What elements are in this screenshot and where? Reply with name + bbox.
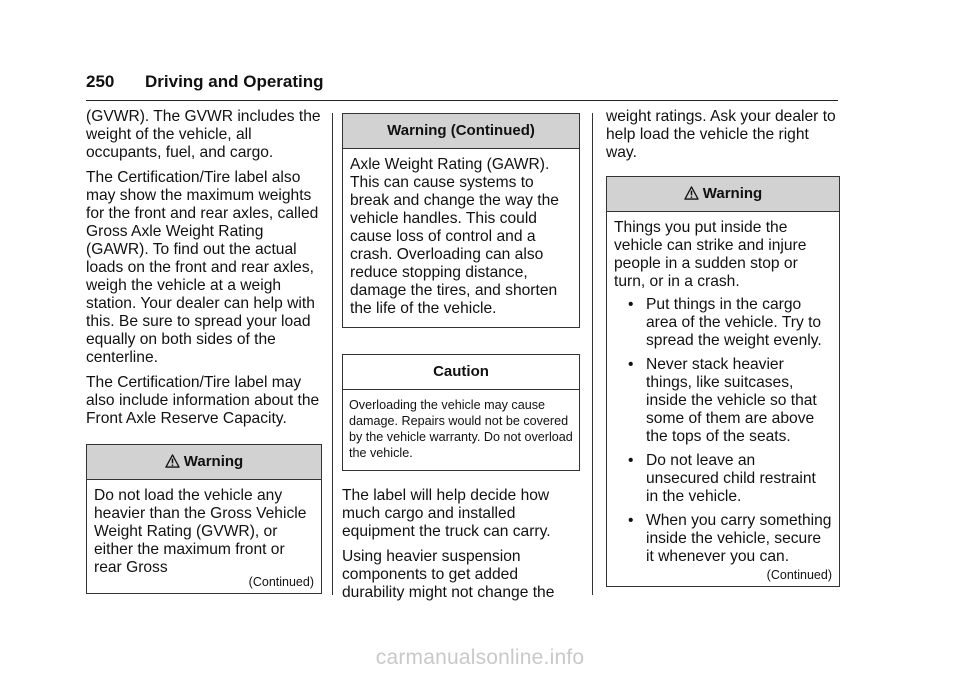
paragraph: The label will help decide how much cargo and installed equipment the truck can carry. [342,487,551,540]
warning-text: Things you put inside the vehicle can strike and injure people in a sudden stop or turn, or in a crash. [614,219,807,290]
column-3 [606,108,840,587]
warning-title: Warning [183,453,244,470]
paragraph: The Certification/Tire label also may show the maximum weights for the front and rear axles, called Gross Axle Weight Rating (GAWR). To find out the actual loads on the front and rear axles, weigh the vehicle at a weigh station. Your dealer can help with this. Be sure to spread your load equally on both sides of the centerline. [86,169,319,366]
list-item [614,296,832,350]
warning-header [607,177,839,212]
continued-label: (Continued) [766,568,832,582]
bullet-icon: • [628,356,634,373]
caution-header: Caution [343,355,579,390]
paragraph: Using heavier suspension components to get added durability might not change the [342,548,555,601]
section-title: Driving and Operating [145,72,324,91]
list-item-text: Never stack heavier things, like suitcases, inside the vehicle so that some of them are above the tops of the seats. [646,356,817,445]
warning-triangle-icon [165,454,180,468]
bullet-list [614,296,832,566]
bullet-icon: • [628,296,634,313]
warning-triangle-icon [684,186,699,200]
warning-continued-box [342,113,580,328]
column-divider [332,113,333,595]
paragraph: The Certification/Tire label may also include information about the Front Axle Reserve Capacity. [86,374,320,427]
page-number: 250 [86,72,115,91]
caution-text: Overloading the vehicle may cause damage. Repairs would not be covered by the vehicle warranty. Do not overload the vehicle. [349,398,573,460]
list-item [614,356,832,446]
warning-text: Do not load the vehicle any heavier than the Gross Vehicle Weight Rating (GVWR), or either the maximum front or rear Gross [94,487,307,576]
bullet-icon: • [628,512,634,529]
column-divider [592,113,593,595]
list-item [614,452,832,506]
watermark: carmanualsonline.info [375,646,585,669]
list-item [614,512,832,566]
page-header [86,72,838,102]
warning-title: Warning [702,185,763,202]
header-rule [86,100,838,101]
column-2 [342,113,580,609]
list-item-text: Put things in the cargo area of the vehicle. Try to spread the weight evenly. [646,296,822,349]
warning-box [606,176,840,587]
list-item-text: Do not leave an unsecured child restraint in the vehicle. [646,452,816,505]
paragraph: weight ratings. Ask your dealer to help load the vehicle the right way. [606,108,836,161]
caution-box [342,354,580,471]
warning-header [87,445,321,480]
warning-text: Axle Weight Rating (GAWR). This can cause systems to break and change the way the vehicle handles. This could cause loss of control and a crash. Overloading can also reduce stopping distance, damage the tires, and shorten the life of the vehicle. [350,156,559,317]
warning-header: Warning (Continued) [343,114,579,149]
warning-box [86,444,322,594]
bullet-icon: • [628,452,634,469]
paragraph: (GVWR). The GVWR includes the weight of the vehicle, all occupants, fuel, and cargo. [86,108,321,161]
column-1 [86,108,322,594]
continued-label: (Continued) [248,575,314,589]
list-item-text: When you carry something inside the vehicle, secure it whenever you can. [646,512,832,565]
